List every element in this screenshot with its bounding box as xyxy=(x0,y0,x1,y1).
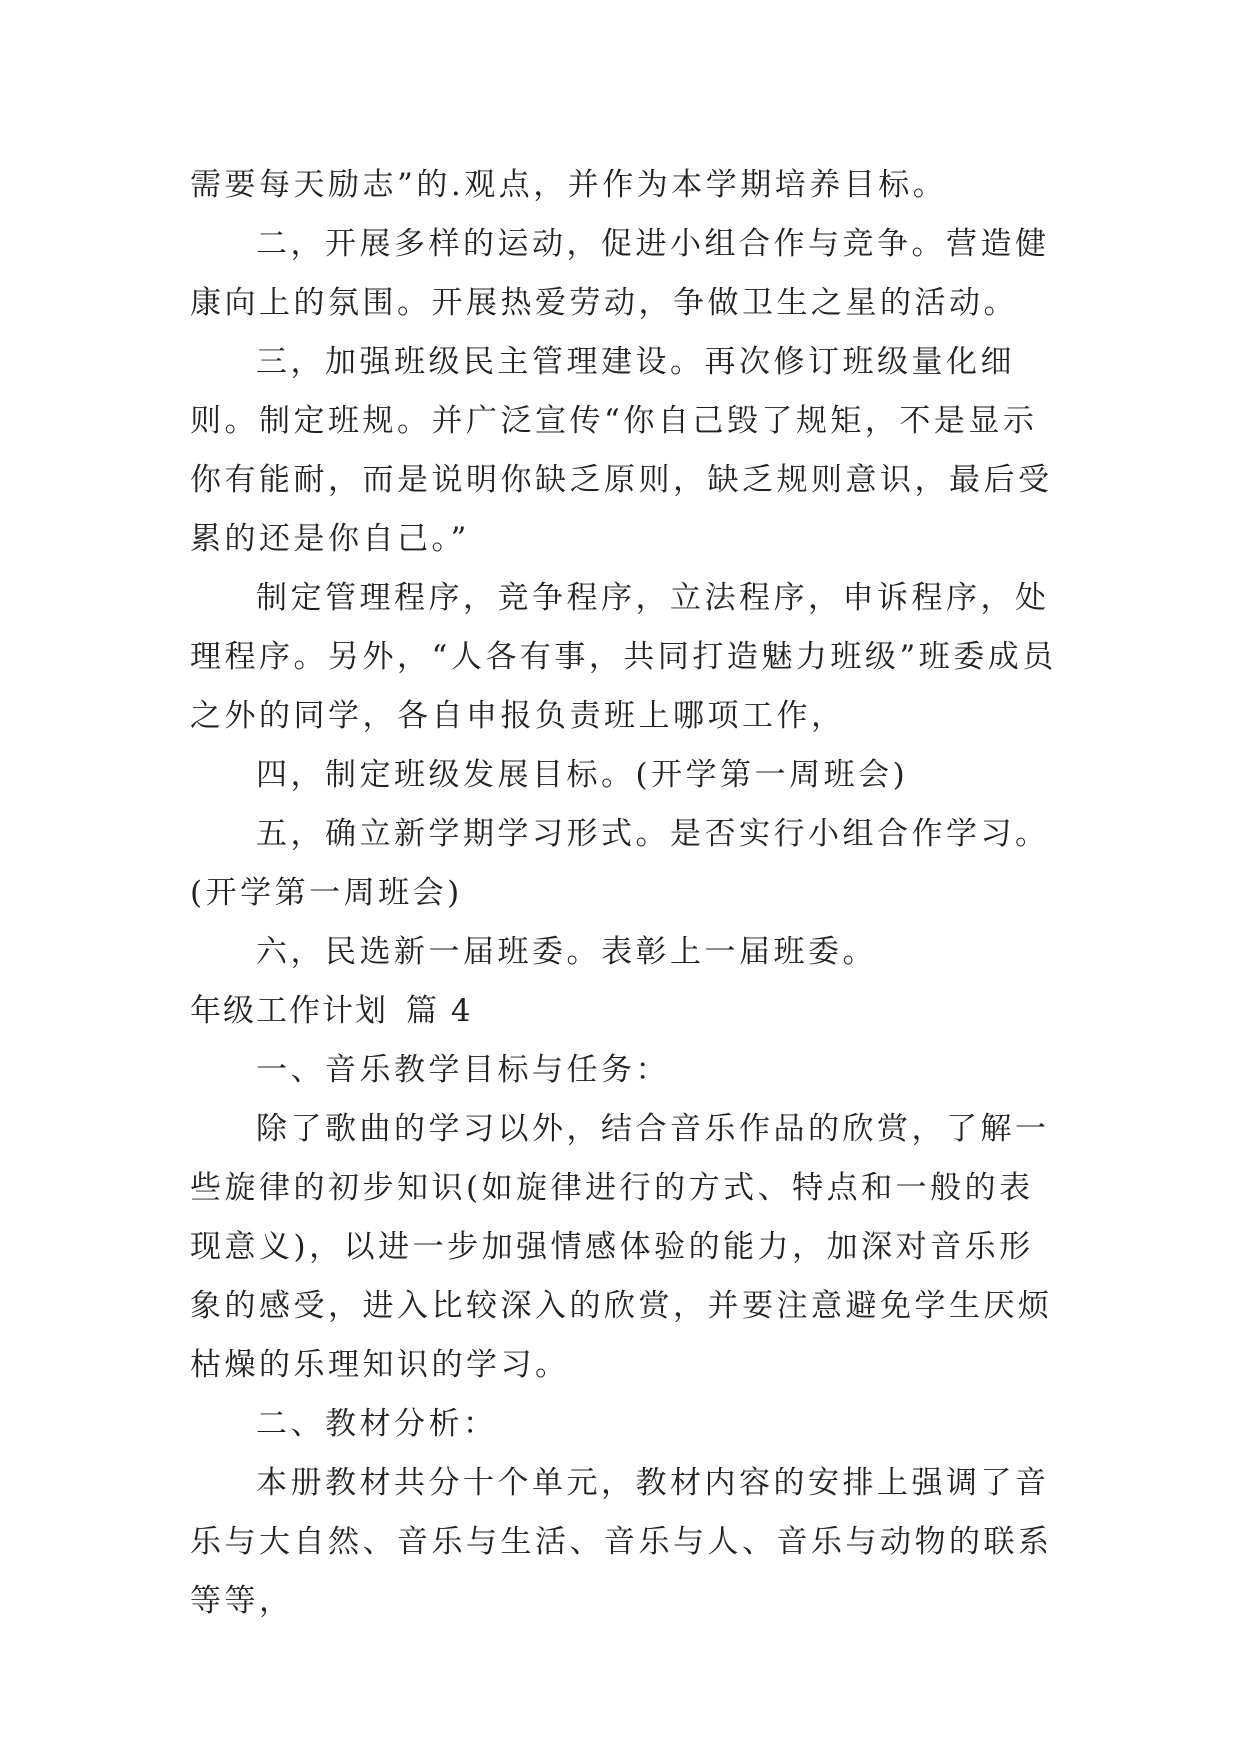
document-body xyxy=(190,156,1060,1631)
paragraph: 三，加强班级民主管理建设。再次修订班级量化细则。制定班规。并广泛宣传“你自己毁了规矩，不是显示你有能耐，而是说明你缺乏原则，缺乏规则意识，最后受累的还是你自己。” xyxy=(190,344,1053,557)
paragraph: 二、教材分析： xyxy=(256,1406,498,1442)
paragraph: 制定管理程序，竞争程序，立法程序，申诉程序，处理程序。另外，“人各有事，共同打造魅力班级”班委成员之外的同学，各自申报负责班上哪项工作， xyxy=(190,580,1057,734)
section-heading-title: 年级工作计划 xyxy=(190,993,388,1029)
paragraph: 一、音乐教学目标与任务： xyxy=(256,1052,670,1088)
section-heading xyxy=(190,982,1060,1041)
paragraph: 本册教材共分十个单元，教材内容的安排上强调了音乐与大自然、音乐与生活、音乐与人、音乐与动物的联系等等， xyxy=(190,1465,1053,1619)
section-heading-part: 篇 4 xyxy=(406,993,473,1029)
paragraph: 需要每天励志”的.观点，并作为本学期培养目标。 xyxy=(190,167,948,203)
paragraph: 四，制定班级发展目标。(开学第一周班会) xyxy=(256,757,909,793)
paragraph: 六，民选新一届班委。表彰上一届班委。 xyxy=(256,934,877,970)
paragraph: 二，开展多样的运动，促进小组合作与竞争。营造健康向上的氛围。开展热爱劳动，争做卫生之星的活动。 xyxy=(190,226,1050,321)
paragraph: 五，确立新学期学习形式。是否实行小组合作学习。(开学第一周班会) xyxy=(190,816,1050,911)
paragraph: 除了歌曲的学习以外，结合音乐作品的欣赏，了解一些旋律的初步知识(如旋律进行的方式、特点和一般的表现意义)，以进一步加强情感体验的能力，加深对音乐形象的感受，进入比较深入的欣赏，并要注意避免学生厌烦枯燥的乐理知识的学习。 xyxy=(190,1111,1053,1383)
